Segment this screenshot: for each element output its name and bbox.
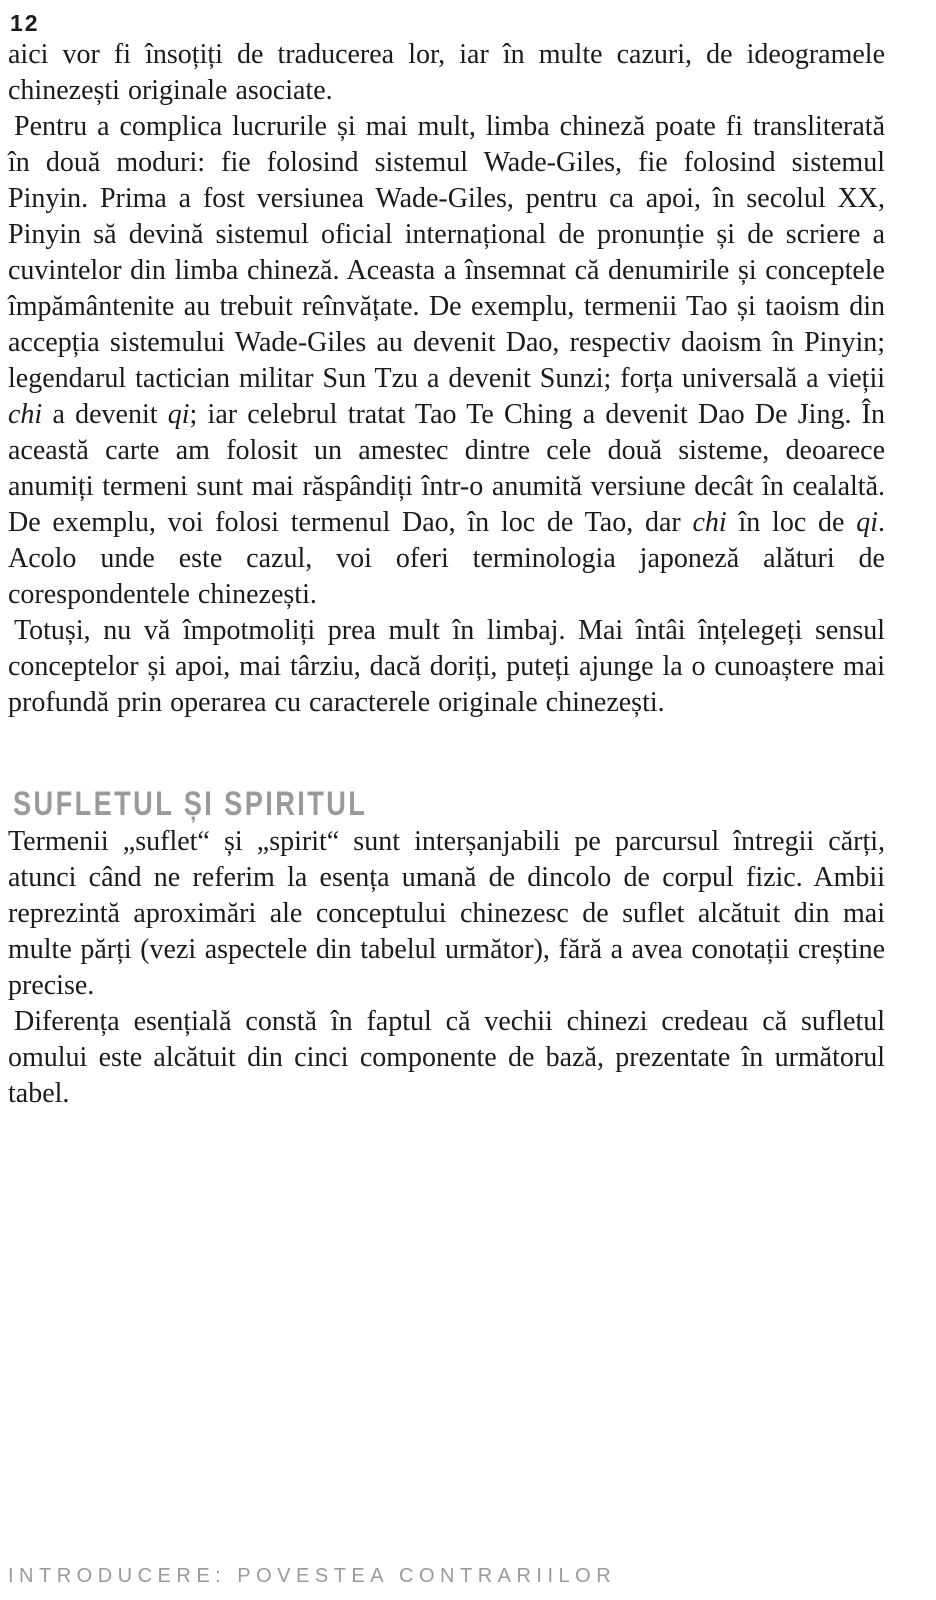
italic-term-qi: qi bbox=[167, 399, 190, 430]
text-run: Pentru a complica lucrurile și mai mult, limba chineză poate fi transliterată în două moduri: fie folosind sistemul Wade-Giles, fie folosind sistemul Pinyin. Prima a fost versiunea Wade-Giles, pentru ca apoi, în secolul XX, Pinyin să devină sistemul oficial internațional de pronunție și de scriere a cuvintelor din limba chineză. Aceasta a însemnat că denumirile și conceptele împământenite au trebuit reînvățate. De exemplu, termenii Tao și taoism din accepția sistemului Wade-Giles au devenit Dao, respectiv daoism în Pinyin; legendarul tactician militar Sun Tzu a devenit Sunzi; forța universală a vieții bbox=[8, 111, 885, 394]
paragraph-soul-spirit: Termenii „suflet“ și „spirit“ sunt interșanjabili pe parcursul întregii cărți, atunci când ne referim la esența umană de dincolo de corpul fizic. Ambii reprezintă aproximări ale conceptului chinezesc de suflet alcătuit din mai multe părți (vezi aspectele din tabelul următor), fără a avea conotații creștine precise. bbox=[8, 826, 885, 1001]
text-run: ; iar celebrul tratat Tao Te Ching a devenit Dao De Jing. În această carte am folosit un amestec dintre cele două sisteme, deoarece anumiți termeni sunt mai răspândiți într-o anumită versiune decât în cealaltă. De exemplu, voi folosi termenul Dao, în loc de Tao, dar bbox=[8, 399, 885, 538]
text-run: a devenit bbox=[42, 399, 168, 430]
running-footer: INTRODUCERE: POVESTEA CONTRARIILOR bbox=[8, 1565, 617, 1587]
text-run: în loc de bbox=[726, 507, 857, 538]
paragraph-transliteration bbox=[8, 109, 885, 613]
paragraph-difference: Diferența esențială constă în faptul că vechii chinezi credeau că sufletul omului este alcătuit din cinci componente de bază, prezentate în următorul tabel. bbox=[8, 1006, 885, 1109]
italic-term-chi: chi bbox=[692, 507, 727, 538]
paragraph-continuation: aici vor fi însoțiți de traducerea lor, iar în multe cazuri, de ideogramele chinezești originale asociate. bbox=[8, 39, 885, 106]
page-number: 12 bbox=[10, 10, 40, 36]
text-run: . Acolo unde este cazul, voi oferi terminologia japoneză alături de corespondentele chinezești. bbox=[8, 507, 885, 610]
section-heading: SUFLETUL ȘI SPIRITUL bbox=[13, 785, 368, 823]
italic-term-chi: chi bbox=[8, 399, 43, 430]
paragraph-advice: Totuși, nu vă împotmoliți prea mult în limbaj. Mai întâi înțelegeți sensul conceptelor și apoi, mai târziu, dacă doriți, puteți ajunge la o cunoaștere mai profundă prin operarea cu caracterele originale chinezești. bbox=[8, 615, 885, 718]
italic-term-qi: qi bbox=[856, 507, 878, 538]
